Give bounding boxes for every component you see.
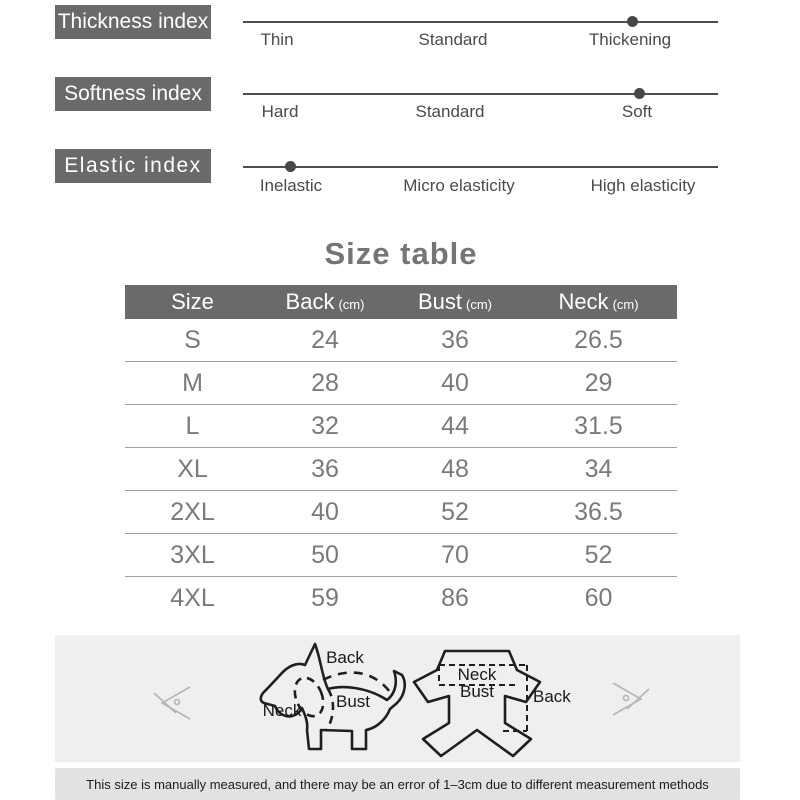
bust-cell: 70 (441, 540, 469, 569)
size-table (125, 285, 677, 619)
size-cell: 4XL (170, 583, 215, 612)
right-watermark-arrow-icon (613, 683, 649, 715)
column-name: Back (285, 289, 335, 314)
size-cell: L (185, 411, 200, 440)
size-table-header (125, 285, 677, 319)
neck-cell: 36.5 (574, 497, 623, 526)
neck-cell: 34 (584, 454, 613, 483)
softness-scale-line (243, 93, 718, 95)
softness-option-soft: Soft (621, 102, 653, 121)
size-cell: S (184, 325, 201, 354)
elastic-option-inelastic: Inelastic (259, 176, 323, 195)
table-row-s (125, 319, 677, 362)
garment-neck-label: Neck (457, 665, 497, 684)
elastic-scale-marker-icon (285, 161, 296, 172)
table-row-l (125, 405, 677, 448)
softness-option-hard: Hard (261, 102, 299, 121)
softness-option-standard: Standard (415, 102, 485, 121)
size-cell: 3XL (170, 540, 215, 569)
back-cell: 24 (311, 325, 339, 354)
neck-cell: 31.5 (574, 411, 623, 440)
thickness-scale-marker-icon (627, 16, 638, 27)
table-row-m (125, 362, 677, 405)
column-header-bust (390, 289, 520, 315)
bust-cell: 86 (441, 583, 469, 612)
left-watermark-arrow-icon (154, 687, 190, 719)
back-cell: 36 (311, 454, 339, 483)
table-row-2xl (125, 491, 677, 534)
elastic-option-high: High elasticity (590, 176, 696, 195)
table-row-3xl (125, 534, 677, 577)
dog-neck-label: Neck (262, 701, 302, 720)
bust-cell: 36 (441, 325, 469, 354)
table-row-xl (125, 448, 677, 491)
measurement-diagram (55, 635, 740, 762)
unit-label: (cm) (612, 296, 639, 312)
softness-index-badge: Softness index (55, 77, 211, 111)
column-name: Neck (558, 289, 609, 314)
neck-cell: 26.5 (574, 325, 623, 354)
back-cell: 28 (311, 368, 339, 397)
neck-cell: 60 (584, 583, 613, 612)
unit-label: (cm) (338, 296, 365, 312)
measurement-disclaimer: This size is manually measured, and there may be an error of 1–3cm due to different measurement methods (55, 768, 740, 800)
elastic-option-micro: Micro elasticity (403, 176, 515, 195)
dog-bust-measure-line (326, 689, 333, 731)
thickness-scale-line (243, 21, 718, 23)
softness-scale-marker-icon (634, 88, 645, 99)
garment-back-label: Back (533, 687, 571, 706)
bust-cell: 44 (441, 411, 469, 440)
bust-cell: 48 (441, 454, 469, 483)
bust-cell: 40 (441, 368, 469, 397)
size-cell: 2XL (170, 497, 215, 526)
back-cell: 50 (311, 540, 339, 569)
thickness-option-standard: Standard (418, 30, 488, 49)
column-header-size: Size (171, 289, 214, 314)
table-row-4xl (125, 577, 677, 619)
thickness-index-badge: Thickness index (55, 5, 211, 39)
elastic-scale-line (243, 166, 718, 168)
garment-bust-label: Bust (459, 682, 495, 701)
thickness-option-thickening: Thickening (588, 30, 672, 49)
dog-bust-label: Bust (335, 692, 371, 711)
bust-cell: 52 (441, 497, 469, 526)
neck-cell: 29 (584, 368, 613, 397)
thickness-option-thin: Thin (260, 30, 294, 49)
dog-back-label: Back (326, 648, 364, 667)
size-cell: XL (177, 454, 208, 483)
column-header-back (260, 289, 390, 315)
size-cell: M (182, 368, 203, 397)
elastic-index-badge: Elastic index (55, 149, 211, 183)
back-cell: 32 (311, 411, 339, 440)
measurement-diagram-panel (55, 635, 740, 762)
back-cell: 59 (311, 583, 339, 612)
unit-label: (cm) (466, 296, 493, 312)
size-table-title: Size table (324, 236, 478, 271)
column-name: Bust (417, 289, 463, 314)
neck-cell: 52 (584, 540, 613, 569)
column-header-neck (520, 289, 677, 315)
back-cell: 40 (311, 497, 339, 526)
